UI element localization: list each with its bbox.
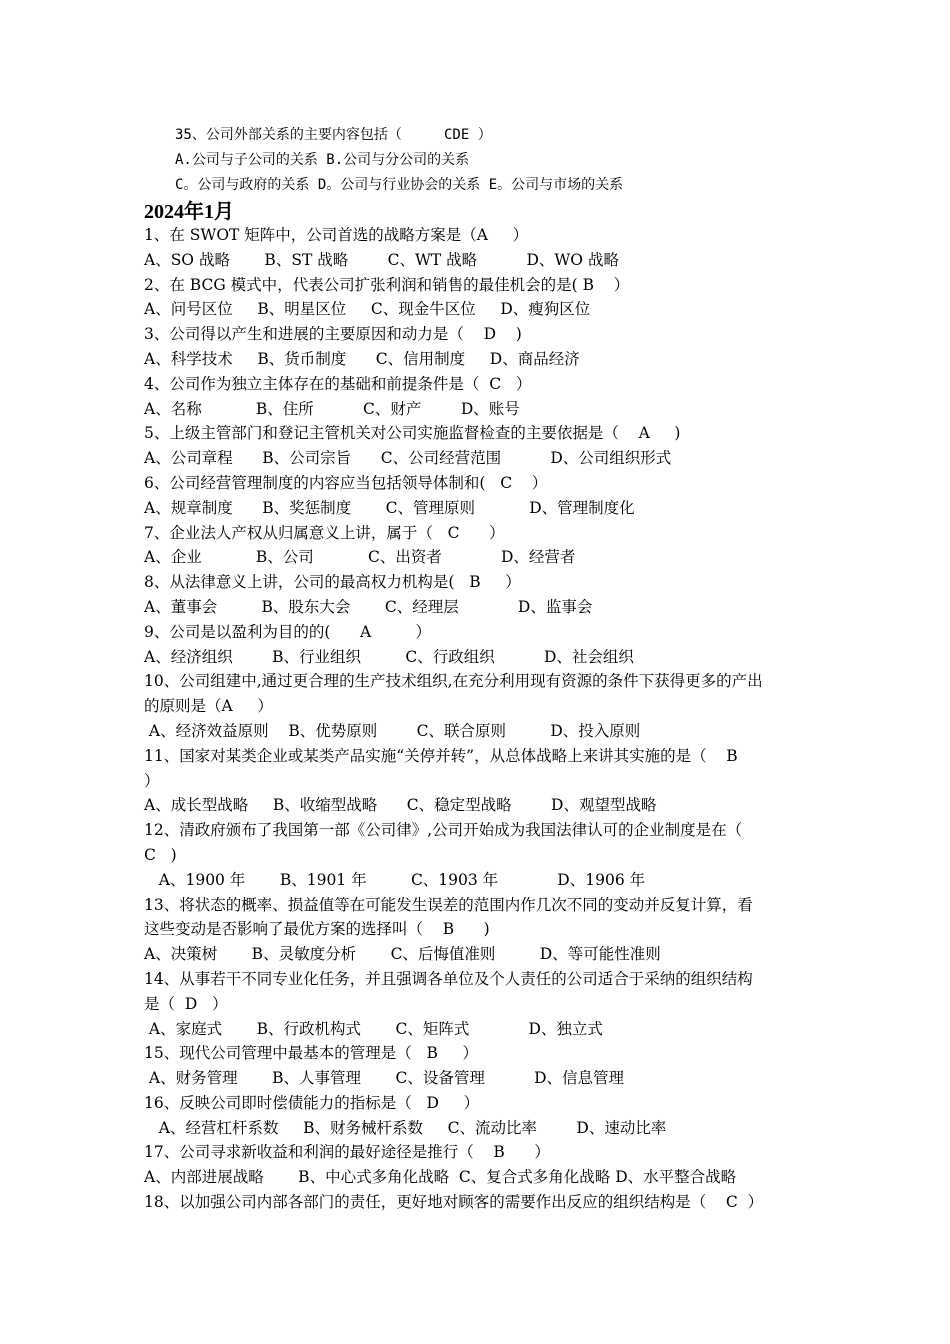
intro-question: 35、公司外部关系的主要内容包括（ CDE ） xyxy=(175,127,492,143)
question-line: 1、在 SWOT 矩阵中，公司首选的战略方案是（A ） xyxy=(144,226,529,244)
question-line: 5、上级主管部门和登记主管机关对公司实施监督检查的主要依据是（ A ) xyxy=(144,424,681,443)
option-line: A、家庭式 B、行政机构式 C、矩阵式 D、独立式 xyxy=(144,1019,603,1038)
option-line: A、成长型战略 B、收缩型战略 C、稳定型战略 D、观望型战略 xyxy=(144,796,657,815)
intro-options-2: C。公司与政府的关系 D。公司与行业协会的关系 E。公司与市场的关系 xyxy=(175,177,624,193)
option-line: A、科学技术 B、货币制度 C、信用制度 D、商品经济 xyxy=(144,349,580,368)
question-list xyxy=(144,223,814,1215)
intro-block xyxy=(175,123,915,198)
question-line: 12、清政府颁布了我国第一部《公司律》,公司开始成为我国法律认可的企业制度是在（ xyxy=(144,821,743,840)
question-line: 14、从事若干不同专业化任务，并且强调各单位及个人责任的公司适合于采纳的组织结构 xyxy=(144,969,753,988)
option-line: A、经营杠杆系数 B、财务械杆系数 C、流动比率 D、速动比率 xyxy=(144,1118,667,1137)
option-line: A、SO 战略 B、ST 战略 C、WT 战略 D、WO 战略 xyxy=(144,250,619,269)
option-line: A、问号区位 B、明星区位 C、现金牛区位 D、瘦狗区位 xyxy=(144,300,591,319)
question-line: 8、从法律意义上讲，公司的最高权力机构是( B ） xyxy=(144,573,521,592)
question-line-cont: C ) xyxy=(144,845,177,864)
option-line: A、内部进展战略 B、中心式多角化战略 C、复合式多角化战略 D、水平整合战略 xyxy=(144,1168,737,1187)
question-line: 10、公司组建中,通过更合理的生产技术组织,在充分利用现有资源的条件下获得更多的产出 xyxy=(144,672,763,691)
question-line-cont: ） xyxy=(144,771,160,790)
question-line: 17、公司寻求新收益和利润的最好途径是推行（ B ） xyxy=(144,1143,550,1162)
option-line: A、1900 年 B、1901 年 C、1903 年 D、1906 年 xyxy=(144,870,646,889)
question-line: 4、公司作为独立主体存在的基础和前提条件是（ C ） xyxy=(144,374,532,393)
question-line-cont: 是（ D ） xyxy=(144,994,228,1013)
option-line: A、经济组织 B、行业组织 C、行政组织 D、社会组织 xyxy=(144,647,634,666)
option-line: A、董事会 B、股东大会 C、经理层 D、监事会 xyxy=(144,597,593,616)
question-line: 16、反映公司即时偿债能力的指标是（ D ） xyxy=(144,1093,480,1112)
question-line: 6、公司经营管理制度的内容应当包括领导体制和( C ） xyxy=(144,473,548,492)
question-line: 2、在 BCG 模式中，代表公司扩张利润和销售的最佳机会的是( B ） xyxy=(144,275,630,294)
section-heading: 2024年1月 xyxy=(144,201,234,223)
option-line: A、公司章程 B、公司宗旨 C、公司经营范围 D、公司组织形式 xyxy=(144,449,672,468)
question-line: 3、公司得以产生和进展的主要原因和动力是（ D ) xyxy=(144,325,522,344)
question-line: 18、以加强公司内部各部门的责任，更好地对顾客的需要作出反应的组织结构是（ C ） xyxy=(144,1193,764,1212)
question-line-cont: 这些变动是否影响了最优方案的选择叫（ B ) xyxy=(144,920,490,939)
question-line: 13、将状态的概率、损益值等在可能发生误差的范围内作几次不同的变动并反复计算，看 xyxy=(144,895,753,914)
question-line: 15、现代公司管理中最基本的管理是（ B ） xyxy=(144,1044,479,1063)
option-line: A、名称 B、住所 C、财产 D、账号 xyxy=(144,399,520,418)
intro-options-1: A.公司与子公司的关系 B.公司与分公司的关系 xyxy=(175,152,470,168)
option-line: A、财务管理 B、人事管理 C、设备管理 D、信息管理 xyxy=(144,1069,625,1088)
option-line: A、规章制度 B、奖惩制度 C、管理原则 D、管理制度化 xyxy=(144,498,635,517)
question-line: 9、公司是以盈利为目的的( A ） xyxy=(144,622,432,641)
question-line: 11、国家对某类企业或某类产品实施“关停并转”，从总体战略上来讲其实施的是（ B xyxy=(144,746,738,765)
option-line: A、决策树 B、灵敏度分析 C、后悔值准则 D、等可能性准则 xyxy=(144,945,661,964)
question-line-cont: 的原则是（A ） xyxy=(144,697,273,716)
option-line: A、经济效益原则 B、优势原则 C、联合原则 D、投入原则 xyxy=(144,721,641,740)
option-line: A、企业 B、公司 C、出资者 D、经营者 xyxy=(144,548,576,567)
question-line: 7、企业法人产权从归属意义上讲，属于（ C ） xyxy=(144,523,505,542)
